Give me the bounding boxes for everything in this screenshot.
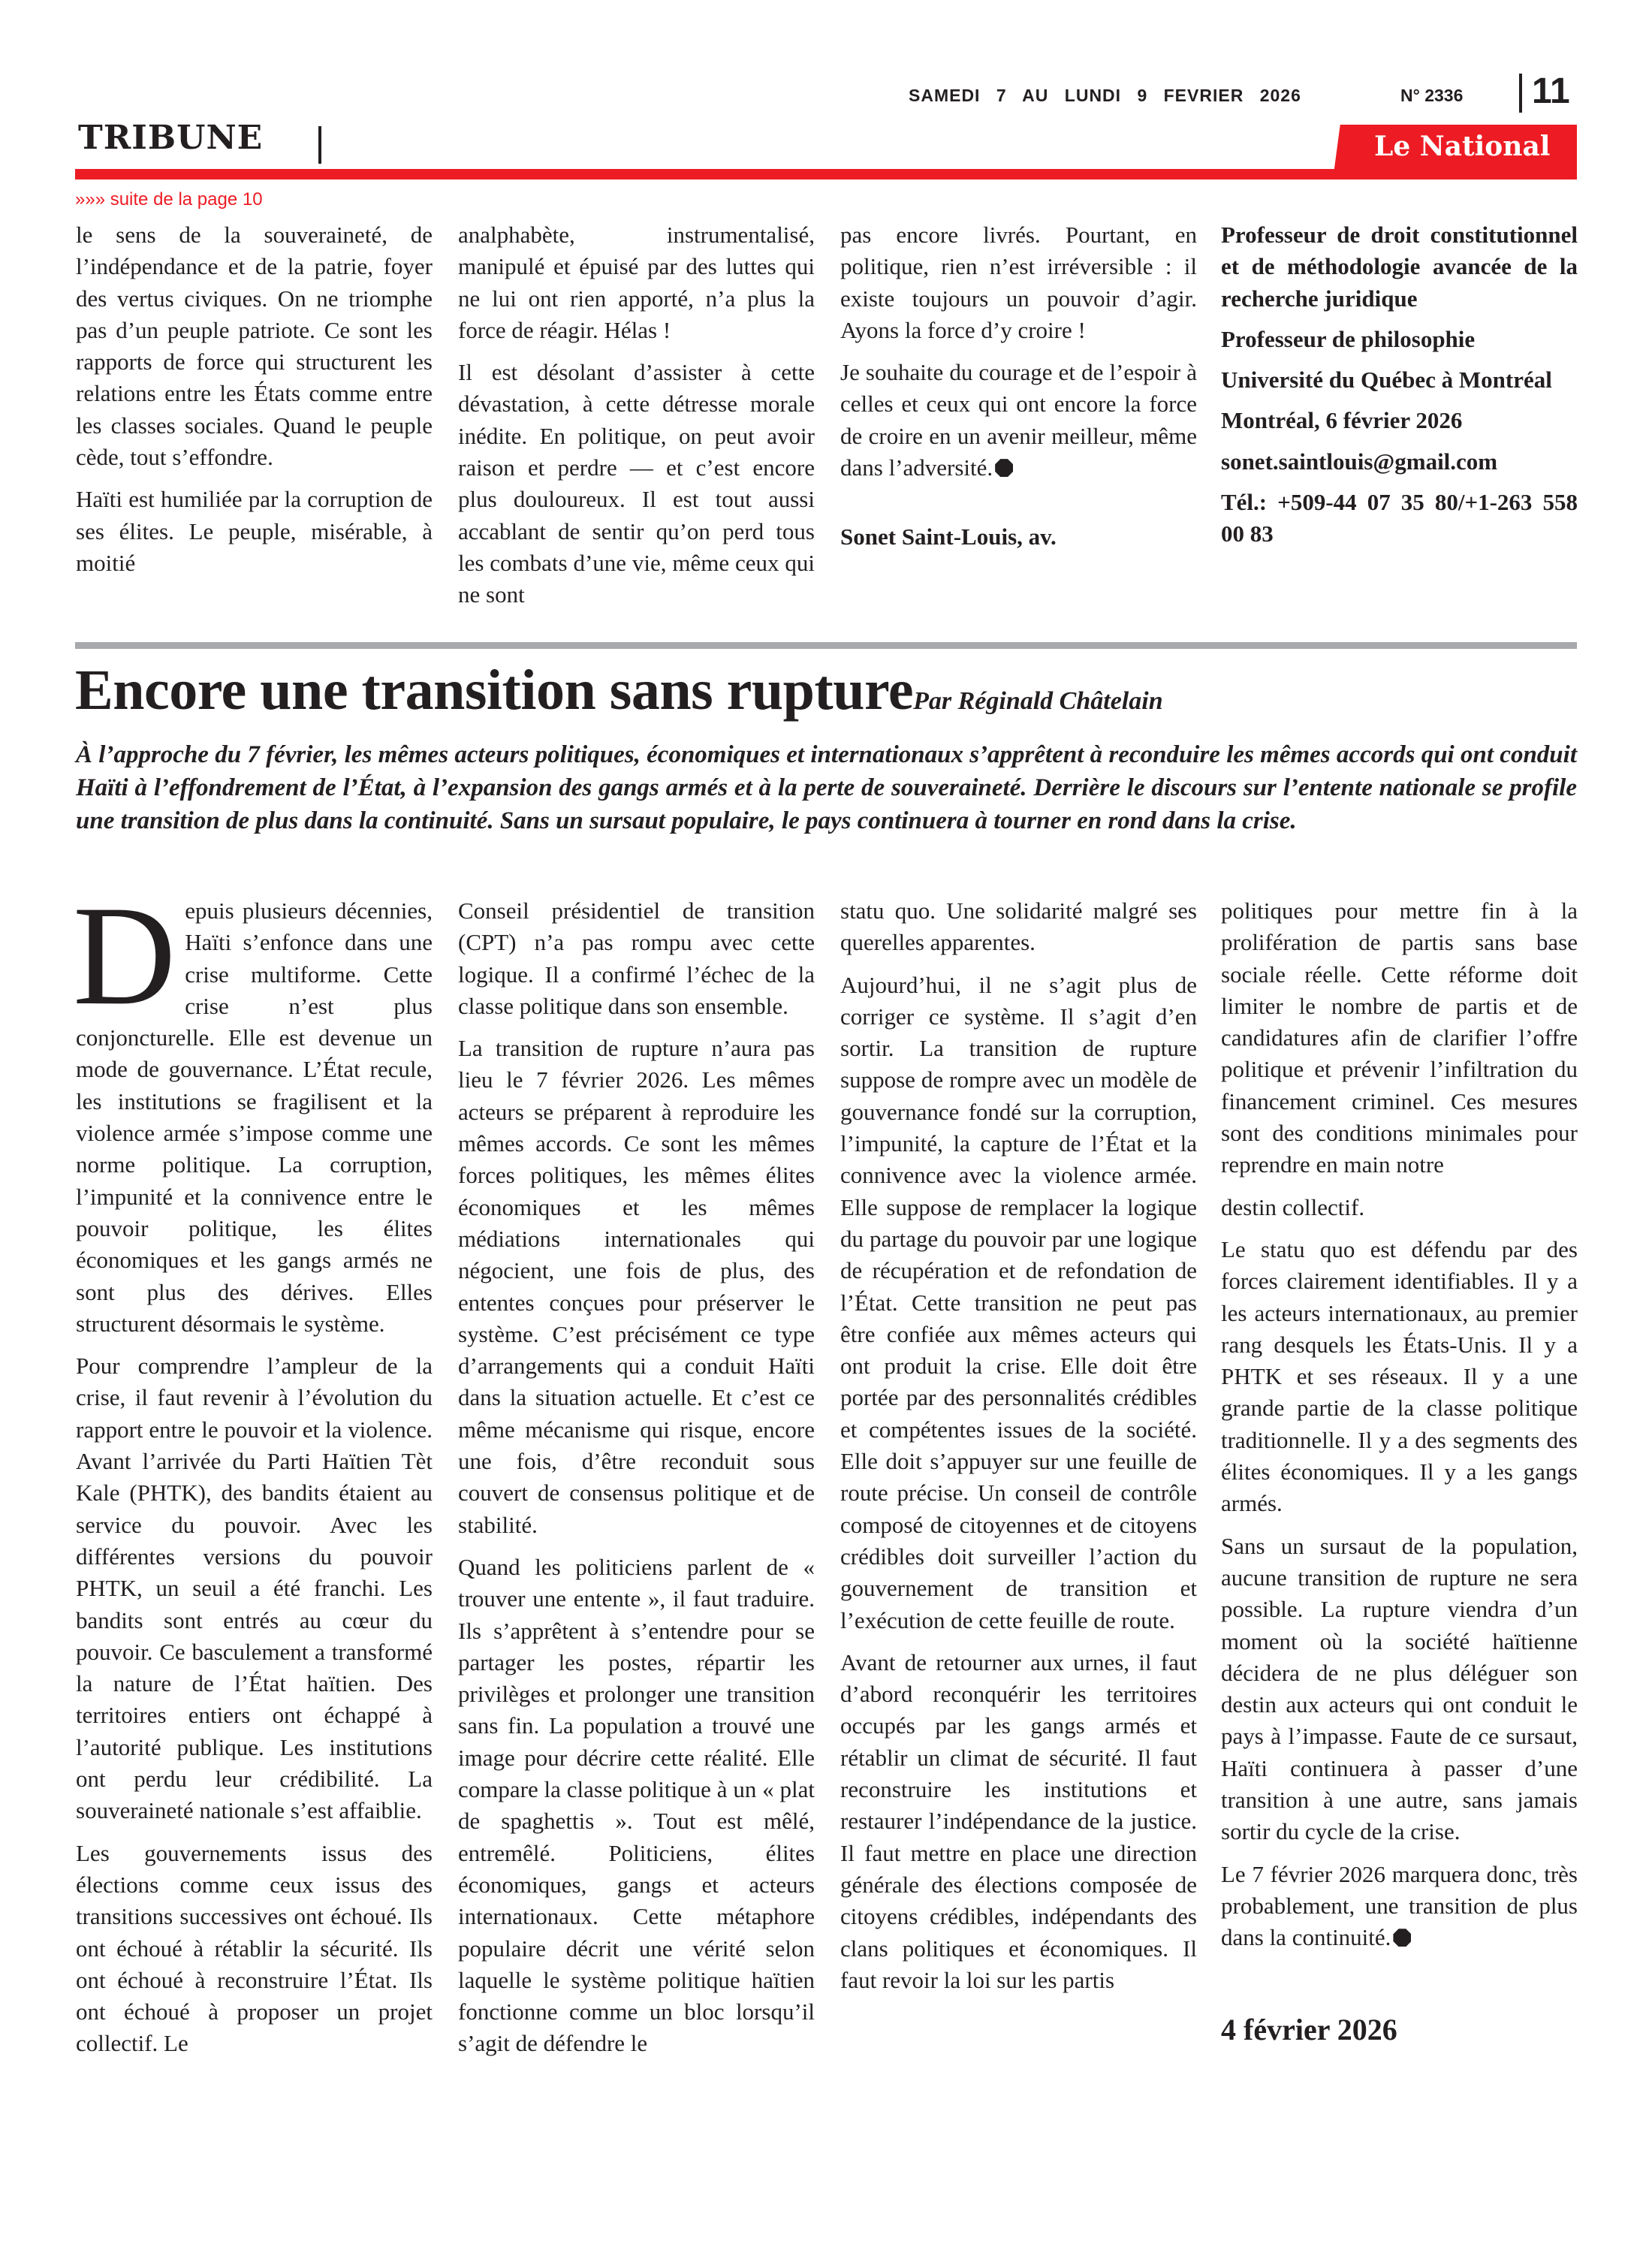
article-date: 4 février 2026 — [1221, 2012, 1397, 2046]
paragraph: politiques pour mettre fin à la prolifération de partis sans base sociale réelle. Cette réforme doit limiter le nombre de partis et de candidatures afin de clarifier l’offre politique et prévenir l’infiltration du financement criminel. Ces mesures sont des conditions minimales pour reprendre en main notre — [1221, 897, 1578, 1178]
paragraph: Quand les politiciens parlent de « trouver une entente », il faut traduire. Ils s’apprêtent à s’entendre pour se partager les postes, répartir les privilèges et prolonger une transition sans fin. La population a trouvé une image pour décrire cette réalité. Elle compare la classe politique à un « plat de spaghettis ». Tout est mêlé, entremêlé. Politiciens, élites économiques, gangs et acteurs internationaux. Cette métaphore populaire décrit une vérité selon laquelle le système politique haïtien fonctionne comme un bloc lorsqu’il s’agit de défendre le — [458, 1553, 815, 2057]
section-divider — [75, 642, 1577, 649]
paragraph-text: Le 7 février 2026 marquera donc, très probablement, une transition de plus dans la continuité. — [1221, 1860, 1578, 1951]
prev-column-1 — [76, 219, 433, 590]
credential: Université du Québec à Montréal — [1221, 366, 1552, 394]
paragraph: Haïti est humiliée par la corruption de ses élites. Le peuple, misérable, à moitié — [76, 486, 433, 576]
paragraph: statu quo. Une solidarité malgré ses querelles apparentes. — [840, 897, 1197, 956]
prev-column-3 — [840, 219, 1197, 564]
article-headline — [75, 658, 1163, 723]
paragraph: Les gouvernements issus des élections comme ceux issus des transitions successives ont échoué. Ils ont échoué à rétablir la sécurité. Ils ont échoué à reconstruire l’État. Ils ont échoué à proposer un projet collectif. Le — [76, 1839, 433, 2057]
paragraph: Conseil présidentiel de transition (CPT) n’a pas rompu avec cette logique. Il a confirmé l’échec de la classe politique dans son ensemble. — [458, 897, 815, 1019]
paragraph: Avant de retourner aux urnes, il faut d’abord reconquérir les territoires occupés par les gangs armés et rétablir un climat de sécurité. Il faut reconstruire les institutions et restaurer l’indépendance de la justice. Il faut mettre en place une direction générale des élections composée de citoyens crédibles, indépendants des clans politiques et économiques. Il faut revoir la loi sur les partis — [840, 1648, 1197, 1993]
article-column-1 — [73, 877, 433, 2071]
paragraph: Aujourd’hui, il ne s’agit plus de corriger ce système. Il s’agit d’en sortir. La transition de rupture suppose de rompre avec un modèle de gouvernance fondé sur la corruption, l’impunité, la capture de l’État et la connivence avec la violence armée. Elle suppose de remplacer la logique du partage du pouvoir par une logique de récupération et de refondation de l’État. Cette transition ne peut pas être confiée aux mêmes acteurs qui ont produit la crise. Elle doit être portée par des personnalités crédibles et compétentes issues de la société. Elle doit s’appuyer sur une feuille de route précise. Un conseil de contrôle composé de citoyennes et de citoyens crédibles doit surveiller l’action du gouvernement de transition et l’exécution de cette feuille de route. — [840, 971, 1197, 1633]
section-title: TRIBUNE — [78, 119, 264, 157]
divider — [1519, 74, 1522, 113]
author-signature: Sonet Saint-Louis, av. — [840, 523, 1057, 550]
end-mark-icon — [995, 459, 1013, 477]
headline-title: Encore une transition sans rupture — [75, 659, 914, 722]
prev-column-2 — [458, 219, 815, 622]
continued-from: »»» suite de la page 10 — [75, 189, 263, 210]
article-column-4 — [1221, 895, 1578, 2056]
page-number: 11 — [1532, 71, 1570, 111]
paragraph: pas encore livrés. Pourtant, en politique, rien n’est irréversible : il existe toujours un pouvoir d’agir. Ayons la force d’y croire ! — [840, 222, 1197, 343]
paragraph — [1221, 1859, 1578, 1954]
paragraph-text: Je souhaite du courage et de l’espoir à celles et ceux qui ont encore la force de croire en un avenir meilleur, même dans l’adversité. — [840, 359, 1197, 481]
brand-name: Le National — [1374, 131, 1551, 162]
paragraph — [73, 877, 433, 1340]
credential: Professeur de philosophie — [1221, 325, 1476, 352]
paragraph: Sans un sursaut de la population, aucune transition de rupture ne sera possible. La rupture viendra d’un moment où la société haïtienne décidera de ne plus déléguer son destin aux acteurs qui ont conduit le pays à l’impasse. Faute de ce sursaut, Haïti continuera à passer d’une transition à une autre, sans jamais sortir du cycle de la crise. — [1221, 1532, 1578, 1845]
issue-number: N° 2336 — [1400, 86, 1464, 105]
paragraph: analphabète, instrumentalisé, manipulé et épuisé par des luttes qui ne lui ont rien apporté, n’a plus la force de réagir. Hélas ! — [458, 222, 815, 343]
issue-date: SAMEDI 7 AU LUNDI 9 FEVRIER 2026 — [909, 86, 1301, 105]
paragraph-text: epuis plusieurs décennies, Haïti s’enfonce dans une crise multiforme. Cette crise n’est plus conjoncturelle. Elle est devenue un mode de gouvernance. L’État recule, les institutions se fragilisent et la violence armée s’impose comme une norme politique. La corruption, l’impunité et la connivence entre le pouvoir politique, les élites économiques et les gangs armés ne sont plus des dérives. Elles structurent désormais le système. — [76, 897, 433, 1337]
byline: Par Réginald Châtelain — [913, 687, 1163, 715]
credential: Montréal, 6 février 2026 — [1221, 407, 1463, 434]
author-credentials — [1221, 219, 1578, 559]
author-phone: Tél.: +509-44 07 35 80/+1-263 558 00 83 — [1221, 489, 1578, 547]
article-column-3 — [840, 895, 1197, 2007]
author-email: sonet.saintlouis@gmail.com — [1221, 448, 1498, 475]
paragraph: destin collectif. — [1221, 1193, 1365, 1220]
article-intro: À l’approche du 7 février, les mêmes acteurs politiques, économiques et internationaux s’apprêtent à reconduire les mêmes accords qui ont conduit Haïti à l’effondrement de l’État, à l’expansion des gangs armés et à la perte de souveraineté. Derrière le discours sur l’entente nationale se profile une transition de plus dans la continuité. Sans un sursaut populaire, le pays continuera à tourner en rond dans la crise. — [76, 741, 1577, 834]
paragraph: le sens de la souveraineté, de l’indépendance et de la patrie, foyer des vertus civiques. On ne triomphe pas d’un peuple patriote. Ce sont les rapports de force qui structurent les relations entre les États comme entre les classes sociales. Quand le peuple cède, tout s’effondre. — [76, 222, 433, 471]
end-mark-icon — [1393, 1929, 1411, 1947]
paragraph: La transition de rupture n’aura pas lieu le 7 février 2026. Les mêmes acteurs se préparent à reproduire les mêmes accords. Ce sont les mêmes forces politiques, les mêmes élites économiques et les mêmes médiations internationales qui négocient, une fois de plus, des ententes conçues pour préserver le système. C’est précisément ce type d’arrangements qui a conduit Haïti dans la situation actuelle. Et c’est ce même mécanisme qui risque, encore une fois, d’être reconduit sous couvert de consensus politique et de stabilité. — [458, 1035, 815, 1538]
drop-cap: D — [73, 877, 176, 1035]
divider — [318, 126, 321, 164]
paragraph — [840, 357, 1197, 484]
paragraph: Le statu quo est défendu par des forces clairement identifiables. Il y a les acteurs internationaux, au premier rang desquels les États-Unis. Il y a PHTK et ses réseaux. Il y a une grande partie de la classe politique traditionnelle. Il y a des segments des élites économiques. Il y a les gangs armés. — [1221, 1235, 1578, 1517]
paragraph: Il est désolant d’assister à cette dévastation, à cette détresse morale inédite. En politique, on peut avoir raison et perdre — et c’est encore plus douloureux. Il est tout aussi accablant de sentir qu’on perd tous les combats d’une vie, même ceux qui ne sont — [458, 359, 815, 608]
credential: Professeur de droit constitutionnel et de méthodologie avancée de la recherche juridique — [1221, 222, 1578, 312]
paragraph: Pour comprendre l’ampleur de la crise, il faut revenir à l’évolution du rapport entre le pouvoir et la violence. Avant l’arrivée du Parti Haïtien Tèt Kale (PHTK), des bandits étaient au service du pouvoir. Avec les différentes versions du pouvoir PHTK, un seuil a été franchi. Les bandits sont entrés au cœur du pouvoir. Ce basculement a transformé la nature de l’État haïtien. Des territoires entiers ont échappé à l’autorité publique. Les institutions ont perdu leur crédibilité. La souveraineté nationale s’est affaiblie. — [76, 1353, 433, 1824]
article-column-2 — [458, 895, 815, 2071]
